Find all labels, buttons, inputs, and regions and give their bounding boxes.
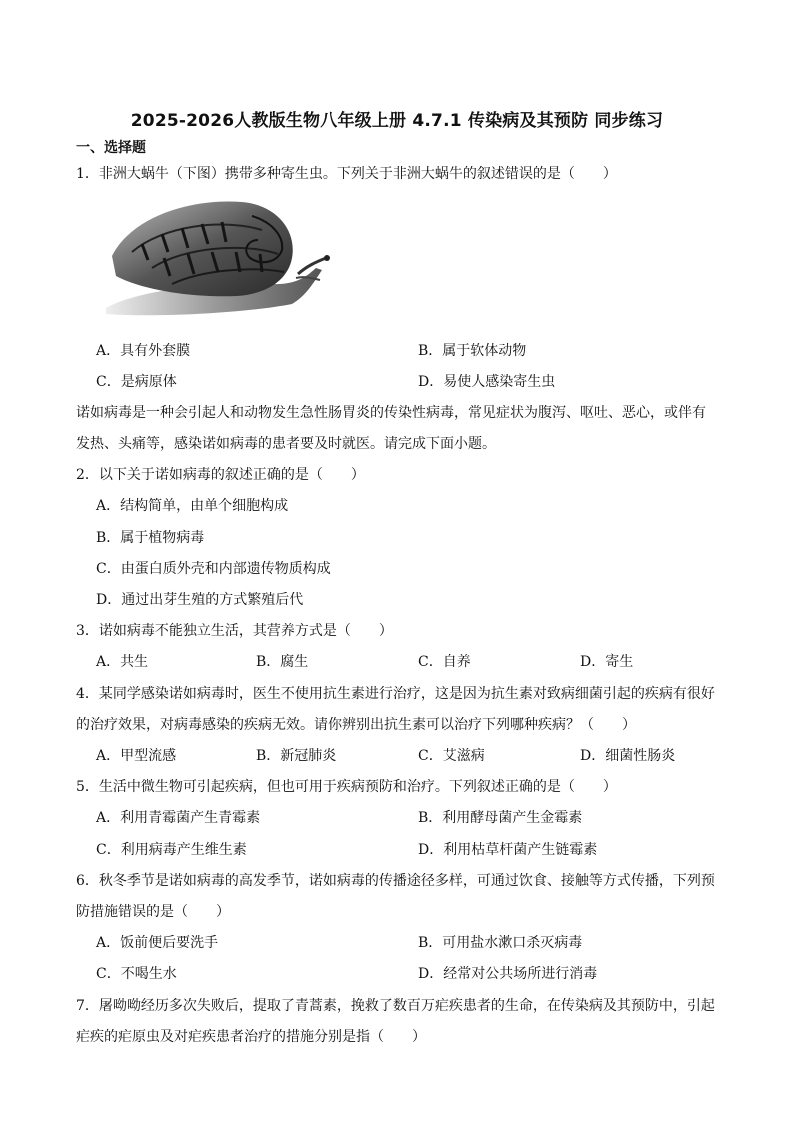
question-1-option-b: B．属于软体动物 [418,343,527,359]
question-3-option-b: B．腐生 [256,654,309,670]
question-2-option-a: A．结构简单，由单个细胞构成 [96,498,289,514]
question-5-option-a: A．利用青霉菌产生青霉素 [96,810,261,826]
question-3-stem: 3．诺如病毒不能独立生活，其营养方式是（ ） [76,623,393,639]
question-6-option-b: B．可用盐水漱口杀灭病毒 [418,935,583,951]
question-6-stem-line-1: 6．秋冬季节是诺如病毒的高发季节，诺如病毒的传播途径多样，可通过饮食、接触等方式传播，下列预 [76,873,715,889]
question-5-option-b: B．利用酵母菌产生金霉素 [418,810,583,826]
question-3-option-c: C．自养 [418,654,471,670]
question-4-stem-line-1: 4．某同学感染诺如病毒时，医生不使用抗生素进行治疗，这是因为抗生素对致病细菌引起的疾病有很好 [76,686,715,702]
question-4-stem-line-2: 的治疗效果，对病毒感染的疾病无效。请你辨别出抗生素可以治疗下列哪种疾病？（ ） [76,717,636,733]
question-2-option-d: D．通过出芽生殖的方式繁殖后代 [96,592,304,608]
page-title: 2025-2026人教版生物八年级上册 4.7.1 传染病及其预防 同步练习 [130,111,664,131]
question-6-option-d: D．经常对公共场所进行消毒 [418,966,598,982]
question-4-option-b: B．新冠肺炎 [256,748,337,764]
passage-line-1: 诺如病毒是一种会引起人和动物发生急性肠胃炎的传染性病毒，常见症状为腹泻、呕吐、恶心，或伴有 [76,405,706,421]
question-6-stem-line-2: 防措施错误的是（ ） [76,904,230,920]
question-3-option-d: D．寄生 [580,654,634,670]
question-6-option-a: A．饭前便后要洗手 [96,935,219,951]
question-2-option-c: C．由蛋白质外壳和内部遗传物质构成 [96,561,331,577]
question-4-option-a: A．甲型流感 [96,748,177,764]
question-7-stem-line-1: 7．屠呦呦经历多次失败后，提取了青蒿素，挽救了数百万疟疾患者的生命，在传染病及其预防中，引起 [76,998,715,1014]
section-heading: 一、选择题 [76,140,146,156]
question-4-option-d: D．细菌性肠炎 [580,748,676,764]
question-2-option-b: B．属于植物病毒 [96,530,205,546]
question-1-option-a: A．具有外套膜 [96,343,191,359]
question-4-option-c: C．艾滋病 [418,748,485,764]
question-1-option-d: D．易使人感染寄生虫 [418,374,556,390]
question-5-option-c: C．利用病毒产生维生素 [96,842,247,858]
question-1-stem: 1．非洲大蜗牛（下图）携带多种寄生虫。下列关于非洲大蜗牛的叙述错误的是（ ） [76,166,617,182]
question-7-stem-line-2: 疟疾的疟原虫及对疟疾患者治疗的措施分别是指（ ） [76,1029,426,1045]
question-5-stem: 5．生活中微生物可引起疾病，但也可用于疾病预防和治疗。下列叙述正确的是（ ） [76,779,617,795]
passage-line-2: 发热、头痛等，感染诺如病毒的患者要及时就医。请完成下面小题。 [76,436,496,452]
question-6-option-c: C．不喝生水 [96,966,177,982]
question-5-option-d: D．利用枯草杆菌产生链霉素 [418,842,598,858]
question-1-option-c: C．是病原体 [96,374,177,390]
question-2-stem: 2．以下关于诺如病毒的叙述正确的是（ ） [76,467,365,483]
snail-photo [102,196,338,324]
question-3-option-a: A．共生 [96,654,149,670]
